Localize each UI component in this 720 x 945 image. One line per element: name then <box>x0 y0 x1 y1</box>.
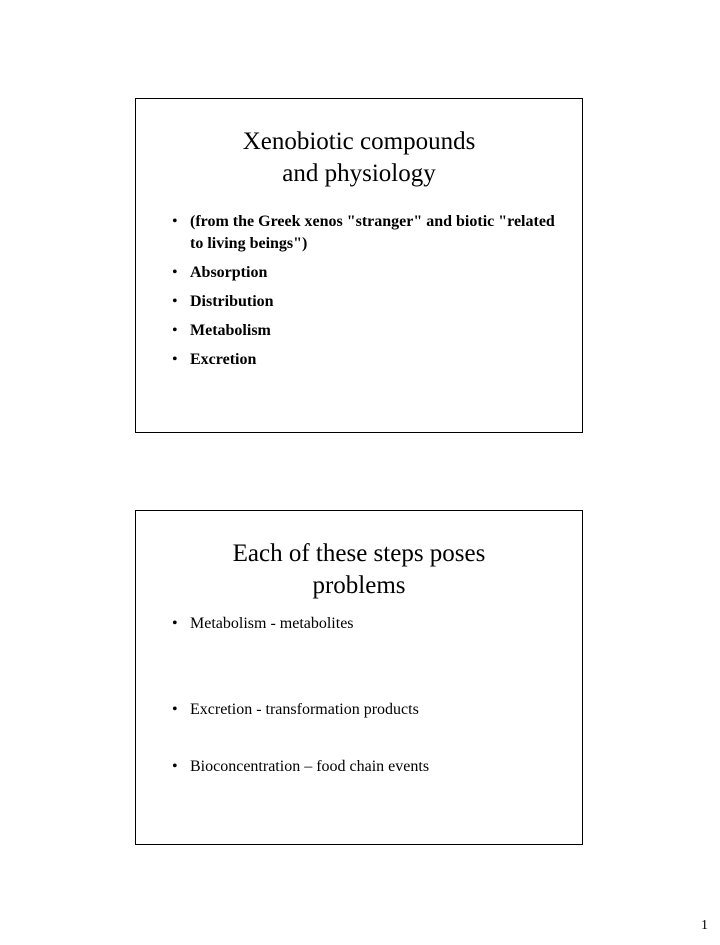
bullet-item <box>170 349 562 371</box>
title-line: Xenobiotic compounds <box>242 128 476 155</box>
bullet-text: Distribution <box>190 293 274 310</box>
title-line: Each of these steps poses <box>232 540 486 567</box>
slide-title <box>156 126 562 190</box>
page-number: 1 <box>701 918 708 933</box>
slide-2 <box>135 510 583 845</box>
slide-1 <box>135 98 583 433</box>
bullet-icon: • <box>172 701 178 718</box>
title-line: and physiology <box>282 160 436 187</box>
bullet-text: Excretion <box>190 351 257 368</box>
bullet-item <box>170 291 562 313</box>
bullet-item <box>170 262 562 284</box>
bullet-icon: • <box>172 351 178 368</box>
bullet-icon: • <box>172 615 178 632</box>
slide-title <box>156 538 562 602</box>
title-line: problems <box>312 572 406 599</box>
bullet-item <box>170 211 562 255</box>
bullet-text: Metabolism <box>190 322 271 339</box>
bullet-item <box>170 613 562 635</box>
bullet-icon: • <box>172 213 178 230</box>
bullet-text: Bioconcentration – food chain events <box>190 758 430 775</box>
bullet-list <box>170 211 562 378</box>
bullet-icon: • <box>172 758 178 775</box>
bullet-text: Metabolism - metabolites <box>190 615 354 632</box>
bullet-text: Absorption <box>190 264 268 281</box>
bullet-item <box>170 699 562 721</box>
bullet-item <box>170 320 562 342</box>
bullet-text: (from the Greek xenos "stranger" and biotic "related to living beings") <box>190 213 555 252</box>
bullet-text: Excretion - transformation products <box>190 701 419 718</box>
bullet-icon: • <box>172 293 178 310</box>
bullet-icon: • <box>172 322 178 339</box>
bullet-icon: • <box>172 264 178 281</box>
bullet-item <box>170 756 562 778</box>
bullet-list <box>170 613 562 778</box>
